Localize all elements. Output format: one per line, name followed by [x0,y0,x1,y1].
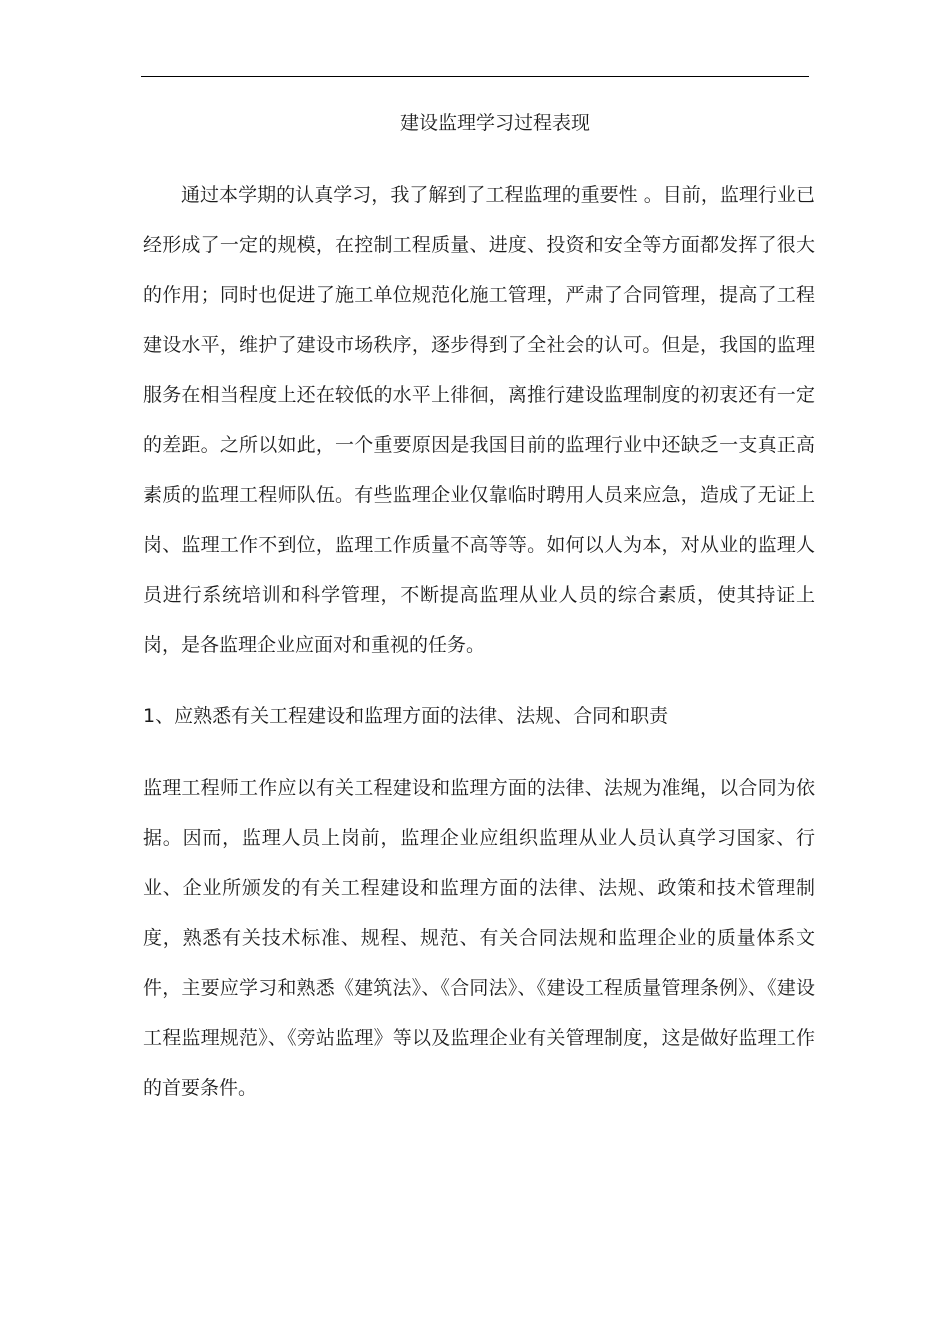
intro-paragraph: 通过本学期的认真学习，我了解到了工程监理的重要性 。目前，监理行业已经形成了一定的规模，在控制工程质量、进度、投资和安全等方面都发挥了很大的作用；同时也促进了施工单位规范化施工管理，严肃了合同管理，提高了工程建设水平，维护了建设市场秩序，逐步得到了全社会的认可。但是，我国的监理服务在相当程度上还在较低的水平上徘徊，离推行建设监理制度的初衷还有一定的差距。之所以如此，一个重要原因是我国目前的监理行业中还缺乏一支真正高素质的监理工程师队伍。有些监理企业仅靠临时聘用人员来应急，造成了无证上岗、监理工作不到位，监理工作质量不高等等。如何以人为本，对从业的监理人员进行系统培训和科学管理，不断提高监理从业人员的综合素质，使其持证上岗，是各监理企业应面对和重视的任务。 [143,184,815,656]
header-rule [141,76,809,77]
section-1-heading: 1、应熟悉有关工程建设和监理方面的法律、法规、合同和职责 [143,705,669,727]
section-1-paragraph: 监理工程师工作应以有关工程建设和监理方面的法律、法规为准绳，以合同为依据。因而，监理人员上岗前，监理企业应组织监理从业人员认真学习国家、行业、企业所颁发的有关工程建设和监理方面的法律、法规、政策和技术管理制度，熟悉有关技术标准、规程、规范、有关合同法规和监理企业的质量体系文件，主要应学习和熟悉《建筑法》、《合同法》、《建设工程质量管理条例》、《建设工程监理规范》、《旁站监理》等以及监理企业有关管理制度，这是做好监理工作的首要条件。 [143,777,815,1099]
document-title: 建设监理学习过程表现 [399,112,590,134]
